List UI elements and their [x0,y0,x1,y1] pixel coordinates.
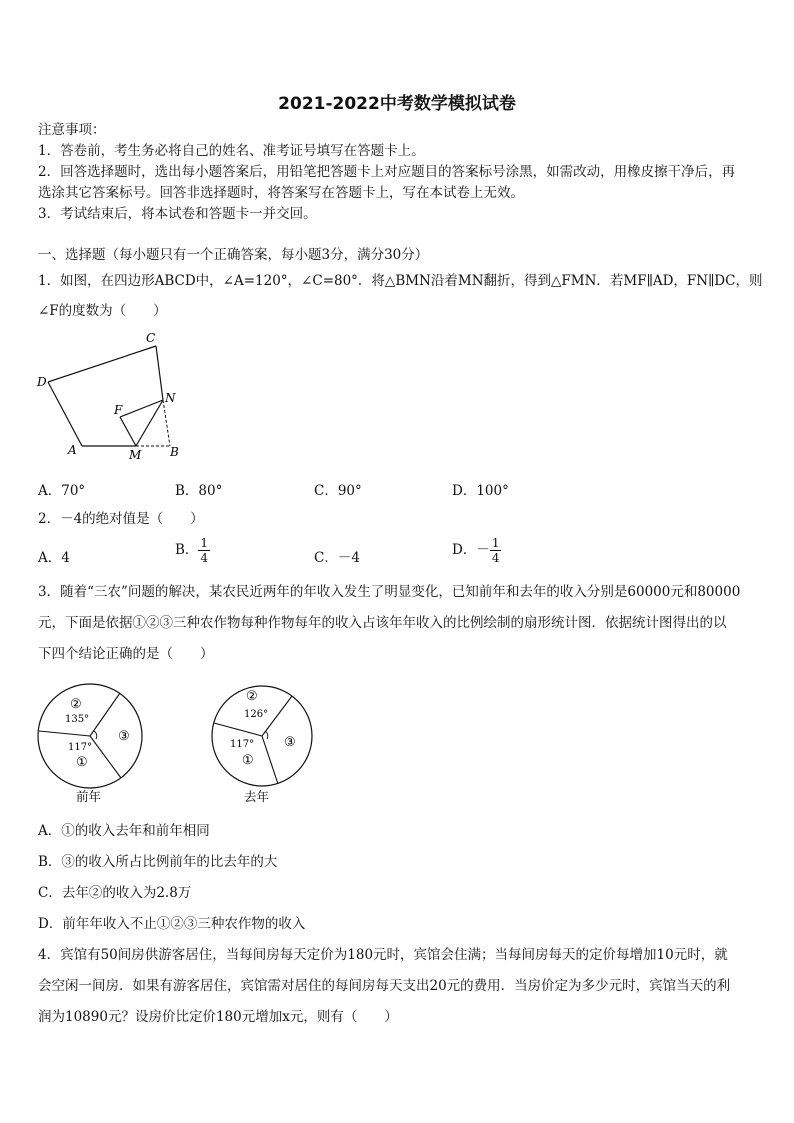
q1-stem-line1: 1．如图，在四边形ABCD中，∠A=120°，∠C=80°．将△BMN沿着MN翻折，得到△FMN．若MF∥AD，FN∥DC，则 [38,273,763,289]
pie1-label-2: ② [70,697,82,712]
q4-stem-line1: 4．宾馆有50间房供游客居住，当每间房每天定价为180元时，宾馆会住满；当每间房每天的定价每增加10元时，就 [38,947,728,963]
pie1-radius-top [90,693,120,736]
q1-label-N: N [165,391,176,405]
pie2-radius-bottom [262,736,278,784]
pie2-label-3: ③ [284,735,296,750]
notice-heading: 注意事项： [38,122,106,138]
q1-option-d[interactable]: D．100° [452,483,509,499]
q4-stem-line2: 会空闲一间房．如果有游客居住，宾馆需对居住的每间房每天支出20元的费用．当房价定为多少元时，宾馆当天的利 [38,978,731,994]
q1-side-FN [120,400,163,417]
q1-side-MF [120,417,136,446]
pie1-radius-left [39,731,90,736]
pie2-angle-117: 117° [230,739,255,750]
pie1-angle-arc [94,731,97,739]
pie1-angle-117: 117° [68,742,93,753]
q1-side-DC [48,346,156,382]
q4-stem-line3: 润为10890元？设房价比定价180元增加x元，则有（ ） [38,1009,398,1025]
q2-option-d-num: 1 [491,536,500,550]
q2-option-d[interactable] [452,536,501,565]
q1-label-B: B [170,445,179,459]
q3-stem-line2: 元，下面是依据①②③三种农作物每种作物每年的收入占该年年收入的比例绘制的扇形统计图．依据统计图得出的以 [38,615,727,631]
q3-pie-previous-year [34,680,154,808]
pie2-label-1: ① [242,753,254,768]
q2-option-b-den: 4 [200,551,209,565]
notice-item-2a: 2．回答选择题时，选出每小题答案后，用铅笔把答题卡上对应题目的答案标号涂黑，如需改动，用橡皮擦干净后，再 [38,164,736,180]
q2-option-d-den: 4 [491,551,500,565]
q1-dashed-NB [163,400,170,446]
pie2-caption: 去年 [244,789,270,804]
q2-option-b-num: 1 [200,536,209,550]
q3-option-c[interactable]: C．去年②的收入为2.8万 [38,885,192,901]
section-heading: 一、选择题（每小题只有一个正确答案，每小题3分，满分30分） [38,247,429,263]
pie2-label-2: ② [246,689,258,704]
q1-label-F: F [114,403,123,417]
q3-option-b[interactable]: B．③的收入所占比例前年的比去年的大 [38,854,278,870]
q3-pie-last-year [206,680,326,808]
q1-side-AD [48,382,82,446]
pie1-radius-bottom [90,736,121,778]
q1-option-c[interactable]: C．90° [314,483,362,499]
q1-quadrilateral-figure [30,328,190,463]
q1-option-a[interactable]: A．70° [38,483,86,499]
q2-option-a[interactable]: A．4 [38,550,70,566]
q1-label-A: A [68,443,77,457]
q3-option-a[interactable]: A．①的收入去年和前年相同 [38,823,210,839]
q1-side-MN [136,400,163,446]
q2-stem: 2．－4的绝对值是（ ） [38,511,204,527]
pie1-angle-135: 135° [65,714,90,725]
q3-option-d[interactable]: D．前年年收入不止①②③三种农作物的收入 [38,916,306,932]
q1-label-C: C [146,331,156,345]
q2-option-c[interactable]: C．－4 [314,550,360,566]
q3-stem-line1: 3．随着“三农”问题的解决，某农民近两年的年收入发生了明显变化，已知前年和去年的收入分别是60000元和80000 [38,584,741,600]
notice-item-1: 1．答卷前，考生务必将自己的姓名、准考证号填写在答题卡上。 [38,143,425,159]
q1-label-M: M [129,448,142,462]
notice-item-2b: 选涂其它答案标号。回答非选择题时，将答案写在答题卡上，写在本试卷上无效。 [38,185,524,201]
q2-option-d-prefix: D．－ [452,542,490,558]
page-title: 2021-2022中考数学模拟试卷 [278,94,516,114]
q2-option-b-prefix: B． [175,542,199,558]
q1-option-b[interactable]: B．80° [175,483,223,499]
q2-option-b-fraction [198,536,210,565]
pie2-radius-left [214,723,262,736]
pie1-label-1: ① [76,755,88,770]
pie2-angle-126: 126° [244,709,269,720]
q3-stem-line3: 下四个结论正确的是（ ） [38,646,214,662]
q1-label-D: D [37,375,47,389]
pie1-label-3: ③ [118,729,130,744]
pie1-caption: 前年 [76,789,102,804]
q2-option-b[interactable] [175,536,210,565]
q1-side-CN [156,346,163,400]
q1-stem-line2: ∠F的度数为（ ） [38,303,167,319]
notice-item-3: 3．考试结束后，将本试卷和答题卡一并交回。 [38,206,317,222]
q2-option-d-fraction [490,536,502,565]
